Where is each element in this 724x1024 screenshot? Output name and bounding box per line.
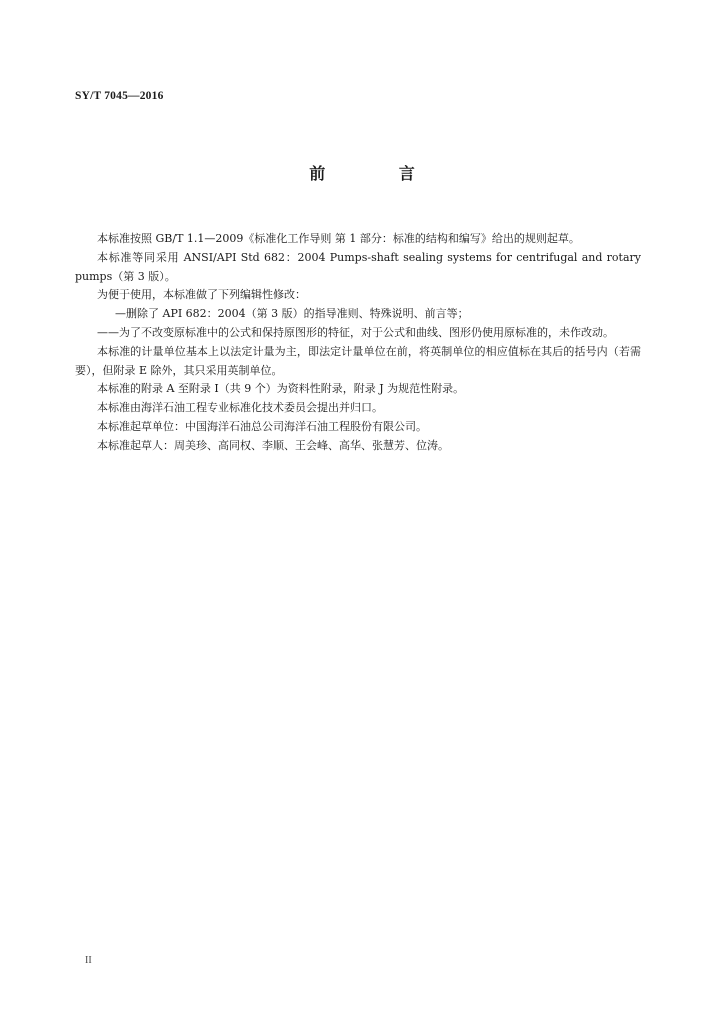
list-item-formulas: ——为了不改变原标准中的公式和保持原图形的特征，对于公式和曲线、图形仍使用原标准的，未作改动。 — [97, 325, 614, 339]
paragraph-drafting-unit: 本标准起草单位：中国海洋石油总公司海洋石油工程股份有限公司。 — [97, 419, 427, 433]
foreword-body — [75, 230, 641, 456]
paragraph-annexes: 本标准的附录 A 至附录 I（共 9 个）为资料性附录，附录 J 为规范性附录。 — [97, 382, 465, 396]
page-title: 前 言 — [309, 164, 449, 183]
paragraph-units: 本标准的计量单位基本上以法定计量为主，即法定计量单位在前，将英制单位的相应值标在其后的括号内（若需要），但附录 E 除外，其只采用英制单位。 — [75, 344, 641, 377]
paragraph-proposer: 本标准由海洋石油工程专业标准化技术委员会提出并归口。 — [97, 401, 383, 415]
paragraph-editorial-intro: 为便于使用，本标准做了下列编辑性修改： — [97, 288, 306, 302]
standard-code-header: SY/T 7045—2016 — [75, 90, 164, 102]
page-number: II — [85, 955, 92, 966]
paragraph-drafting-rules: 本标准按照 GB/T 1.1—2009《标准化工作导则 第 1 部分：标准的结构和编写》给出的规则起草。 — [97, 232, 580, 245]
paragraph-adoption: 本标准等同采用 ANSI/API Std 682：2004 Pumps-shaft sealing systems for centrifugal and rotary pumps（第 3 版）。 — [75, 250, 641, 283]
list-item-deletions: —删除了 API 682：2004（第 3 版）的指导准则、特殊说明、前言等； — [115, 307, 469, 321]
paragraph-drafters: 本标准起草人：周美珍、高同权、李顺、王会峰、高华、张慧芳、位涛。 — [97, 438, 449, 452]
